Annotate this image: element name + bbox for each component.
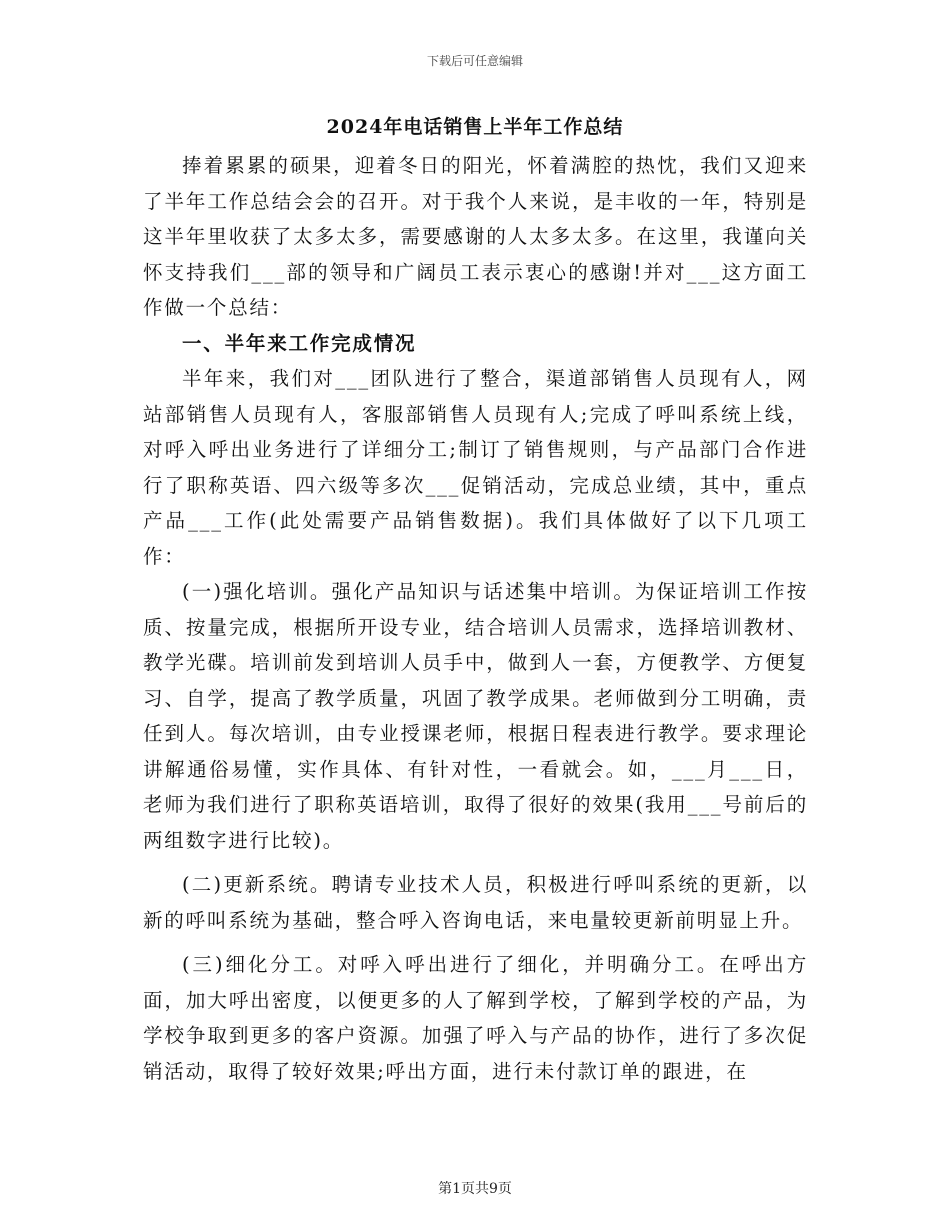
document-body <box>143 148 808 1089</box>
paragraph-summary: 半年来，我们对___团队进行了整合，渠道部销售人员现有人，网站部销售人员现有人，客服部销售人员现有人;完成了呼叫系统上线，对呼入呼出业务进行了详细分工;制订了销售规则，与产品部门合作进行了职称英语、四六级等多次___促销活动，完成总业绩，其中，重点产品___工作(此处需要产品销售数据)。我们具体做好了以下几项工作： <box>143 367 808 568</box>
paragraph-division: (三)细化分工。对呼入呼出进行了细化，并明确分工。在呼出方面，加大呼出密度，以便更多的人了解到学校，了解到学校的产品，为学校争取到更多的客户资源。加强了呼入与产品的协作，进行了多次促销活动，取得了较好效果;呼出方面，进行未付款订单的跟进，在 <box>143 953 808 1083</box>
section-heading: 一、半年来工作完成情况 <box>182 331 417 355</box>
paragraph-intro: 捧着累累的硕果，迎着冬日的阳光，怀着满腔的热忱，我们又迎来了半年工作总结会会的召开。对于我个人来说，是丰收的一年，特别是这半年里收获了太多太多，需要感谢的人太多太多。在这里，我谨向关怀支持我们___部的领导和广阔员工表示衷心的感谢!并对___这方面工作做一个总结： <box>143 154 808 319</box>
header-note: 下载后可任意编辑 <box>426 54 523 68</box>
paragraph-training: (一)强化培训。强化产品知识与话述集中培训。为保证培训工作按质、按量完成，根据所开设专业，结合培训人员需求，选择培训教材、教学光碟。培训前发到培训人员手中，做到人一套，方便教学、方便复习、自学，提高了教学质量，巩固了教学成果。老师做到分工明确，责任到人。每次培训，由专业授课老师，根据日程表进行教学。要求理论讲解通俗易懂，实作具体、有针对性，一看就会。如，___月___日，老师为我们进行了职称英语培训，取得了很好的效果(我用___号前后的两组数字进行比较)。 <box>143 580 808 852</box>
page-number: 第1页共9页 <box>438 1181 512 1197</box>
document-title: 2024年电话销售上半年工作总结 <box>326 116 624 138</box>
paragraph-system-update: (二)更新系统。聘请专业技术人员，积极进行呼叫系统的更新，以新的呼叫系统为基础，整合呼入咨询电话，来电量较更新前明显上升。 <box>143 873 808 932</box>
